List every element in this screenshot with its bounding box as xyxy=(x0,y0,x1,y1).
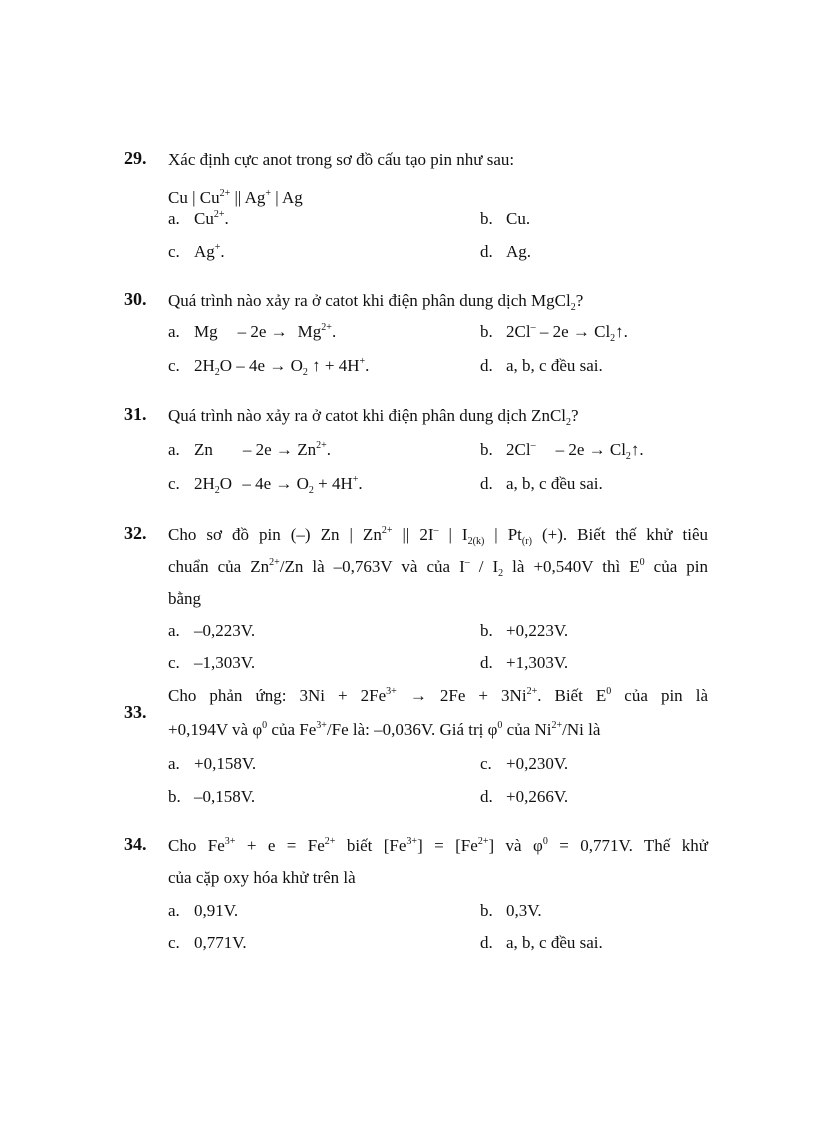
option-a[interactable]: a. –0,223V. xyxy=(168,621,256,640)
option-d[interactable]: d. a, b, c đều sai. xyxy=(480,474,603,493)
question-number: 32. xyxy=(124,523,147,543)
question-line-2: +0,194V và $\varphi^0$ của $Fe^{3+}/Fe$ là: –0,036V. Giá trị $\varphi^0$ của $Ni^{2+}/Ni$ là xyxy=(168,720,601,739)
option-a[interactable]: a. $Mg - 2e \to Mg^{2+}$. xyxy=(168,322,337,341)
option-a[interactable]: a. +0,158V. xyxy=(168,754,257,773)
option-b[interactable]: b. 0,3V. xyxy=(480,901,542,920)
question-line-1: Cho phản ứng: $3Ni + 2Fe^{3+} \to 2Fe + 3Ni^{2+}$. Biết $E^0$ của pin là xyxy=(168,686,708,705)
question-number: 29. xyxy=(124,148,147,168)
question-number: 30. xyxy=(124,289,147,309)
question-text: Quá trình nào xảy ra ở catot khi điện phân dung dịch ZnCl$_2$? xyxy=(168,406,579,428)
question-line-3: bằng xyxy=(168,589,202,608)
option-b[interactable]: b. –0,158V. xyxy=(168,787,256,806)
option-c[interactable]: c. –1,303V. xyxy=(168,653,256,672)
option-c[interactable]: c. $2H_2O - 4e \to O_2 + 4H^+$. xyxy=(168,474,363,496)
option-b[interactable]: b. +0,223V. xyxy=(480,621,569,640)
option-d[interactable]: d. +0,266V. xyxy=(480,787,569,806)
question-line-2: chuẩn của $Zn^{2+}/Zn$ là –0,763V và của $I^- / I_2$ là +0,540V thì $E^0$ của pin xyxy=(168,557,708,579)
option-c[interactable]: c. Ag+. xyxy=(168,242,225,261)
option-b[interactable]: b. $2Cl^- - 2e \to Cl_2↑$. xyxy=(480,322,628,344)
question-text: Xác định cực anot trong sơ đồ cấu tạo pin như sau: xyxy=(168,150,515,169)
question-text: Quá trình nào xảy ra ở catot khi điện phân dung dịch MgCl$_2$? xyxy=(168,291,584,313)
question-number: 31. xyxy=(124,404,147,424)
question-line-1: Cho $Fe^{3+} + e = Fe^{2+}$ biết $[Fe^{3+}] = [Fe^{2+}]$ và $\varphi^0 = 0,771V$. Thế khử xyxy=(168,836,708,855)
question-line-2: của cặp oxy hóa khử trên là xyxy=(168,868,356,887)
question-line-1: Cho sơ đồ pin (–) Zn | $Zn^{2+}$ || 2I– | $I_{2(k)}$ | $Pt_{(r)}$ (+). Biết thế khử tiêu xyxy=(168,525,708,547)
option-a[interactable]: a. $Cu^{2+}$. xyxy=(168,209,229,228)
option-d[interactable]: d. a, b, c đều sai. xyxy=(480,933,603,952)
question-number: 33. xyxy=(124,702,147,722)
option-a[interactable]: a. 0,91V. xyxy=(168,901,239,920)
option-d[interactable]: d. Ag. xyxy=(480,242,532,261)
option-c[interactable]: c. +0,230V. xyxy=(480,754,569,773)
option-c[interactable]: c. $2H_2O - 4e \to O_2$ ↑ + 4H+. xyxy=(168,356,370,378)
option-d[interactable]: d. +1,303V. xyxy=(480,653,569,672)
option-a[interactable]: a. $Zn - 2e \to Zn^{2+}$. xyxy=(168,440,331,459)
option-b[interactable]: b. $2Cl^- - 2e \to Cl_2↑$. xyxy=(480,440,644,462)
cell-scheme: Cu | $Cu^{2+}$ || Ag+ | Ag xyxy=(168,188,303,207)
option-c[interactable]: c. 0,771V. xyxy=(168,933,247,952)
option-d[interactable]: d. a, b, c đều sai. xyxy=(480,356,603,375)
option-b[interactable]: b. Cu. xyxy=(480,209,531,228)
question-number: 34. xyxy=(124,834,147,854)
